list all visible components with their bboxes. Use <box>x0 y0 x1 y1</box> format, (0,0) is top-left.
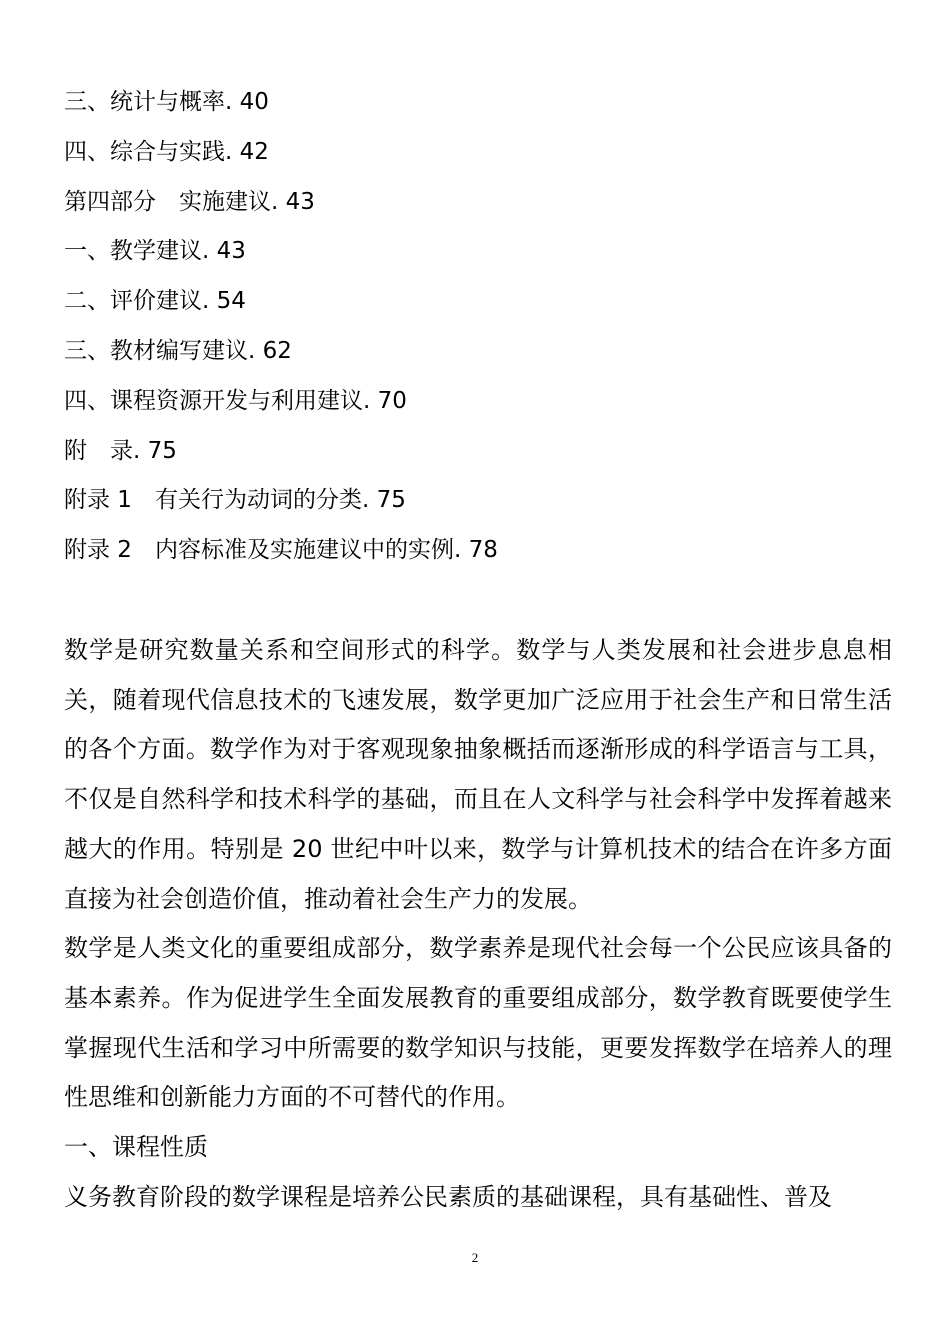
body-paragraph: 数学是研究数量关系和空间形式的科学。数学与人类发展和社会进步息息相关，随着现代信息技术的飞速发展，数学更加广泛应用于社会生产和日常生活的各个方面。数学作为对于客观现象抽象概括而逐渐形成的科学语言与工具，不仅是自然科学和技术科学的基础，而且在人文科学与社会科学中发挥着越来越大的作用。特别是 20 世纪中叶以来，数学与计算机技术的结合在许多方面直接为社会创造价值，推动着社会生产力的发展。 <box>64 636 892 913</box>
toc-item: 附 录. 75 <box>64 437 177 464</box>
toc-item: 四、综合与实践. 42 <box>64 138 269 165</box>
body-text <box>64 626 892 1222</box>
toc-item: 第四部分 实施建议. 43 <box>64 188 315 215</box>
toc-item: 三、统计与概率. 40 <box>64 89 269 115</box>
body-paragraph: 义务教育阶段的数学课程是培养公民素质的基础课程，具有基础性、普及 <box>64 1182 832 1211</box>
body-paragraph: 数学是人类文化的重要组成部分，数学素养是现代社会每一个公民应该具备的基本素养。作为促进学生全面发展教育的重要组成部分，数学教育既要使学生掌握现代生活和学习中所需要的数学知识与技能，更要发挥数学在培养人的理性思维和创新能力方面的不可替代的作用。 <box>64 934 892 1112</box>
toc-item: 三、教材编写建议. 62 <box>64 337 292 364</box>
table-of-contents <box>64 78 894 576</box>
toc-item: 附录 1 有关行为动词的分类. 75 <box>64 487 406 514</box>
toc-item: 四、课程资源开发与利用建议. 70 <box>64 387 407 414</box>
toc-item: 一、教学建议. 43 <box>64 238 246 265</box>
toc-item: 附录 2 内容标准及实施建议中的实例. 78 <box>64 537 498 564</box>
toc-item: 二、评价建议. 54 <box>64 288 246 315</box>
page-number: 2 <box>471 1250 479 1265</box>
section-heading: 一、课程性质 <box>64 1133 208 1162</box>
